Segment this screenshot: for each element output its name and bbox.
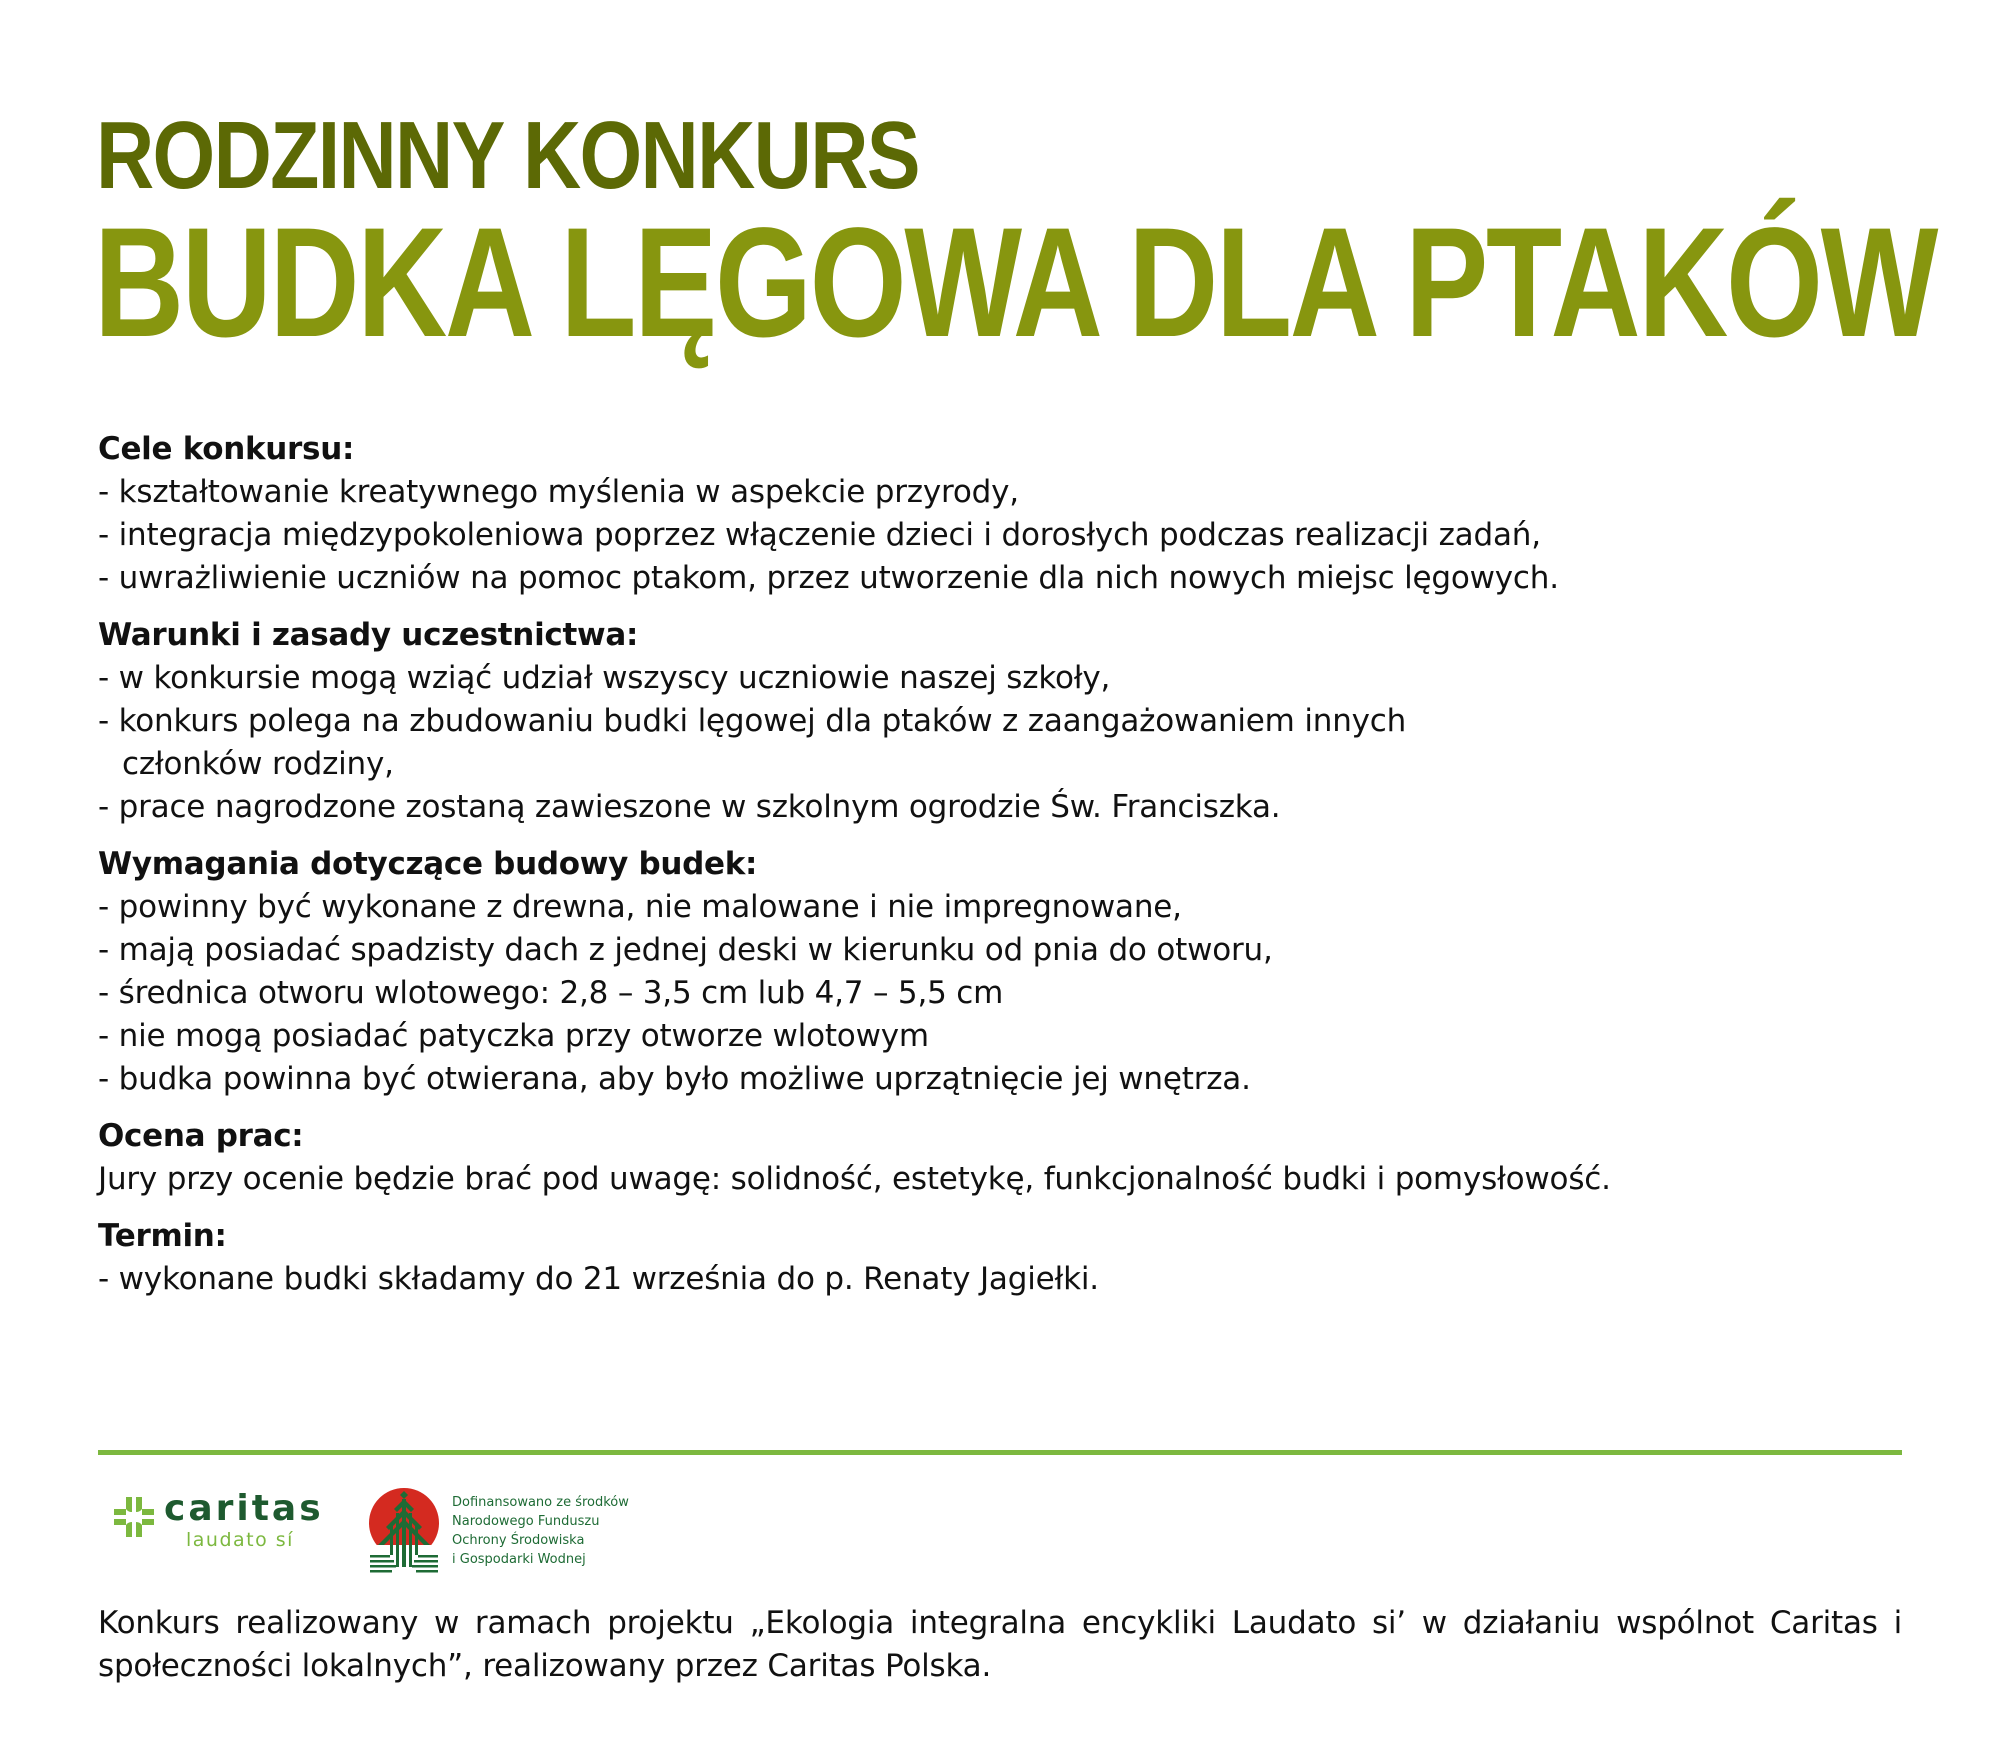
nfos-logo	[368, 1485, 788, 1585]
caritas-logo	[110, 1485, 324, 1565]
contest-rules	[98, 428, 1918, 1315]
list-item: - w konkursie mogą wziąć udział wszyscy uczniowie naszej szkoły,	[98, 660, 1111, 696]
nfos-tree-emblem-icon	[368, 1485, 440, 1579]
divider	[98, 1450, 1902, 1455]
caritas-tagline: laudato sí	[186, 1529, 294, 1551]
list-item: - konkurs polega na zbudowaniu budki lęgowej dla ptaków z zaangażowaniem innych członków rodziny,	[98, 703, 1407, 782]
nfos-line: Narodowego Funduszu	[452, 1514, 600, 1529]
nfos-line: Dofinansowano ze środków	[452, 1495, 629, 1510]
nfos-line: Ochrony Środowiska	[452, 1533, 585, 1548]
list-item: - kształtowanie kreatywnego myślenia w aspekcie przyrody,	[98, 474, 1019, 510]
list-item: - nie mogą posiadać patyczka przy otworze wlotowym	[98, 1018, 929, 1054]
list-item: - wykonane budki składamy do 21 września do p. Renaty Jagiełki.	[98, 1261, 1099, 1297]
nfos-line: i Gospodarki Wodnej	[452, 1552, 586, 1567]
section-heading: Termin:	[98, 1218, 227, 1254]
list-item: - mają posiadać spadzisty dach z jednej deski w kierunku od pnia do otworu,	[98, 932, 1273, 968]
section-evaluation	[98, 1115, 1918, 1201]
section-heading: Ocena prac:	[98, 1118, 304, 1154]
section-requirements	[98, 843, 1918, 1101]
list-item: - integracja międzypokoleniowa poprzez włączenie dzieci i dorosłych podczas realizacji zadań,	[98, 517, 1541, 553]
caritas-wordmark: caritas	[164, 1488, 324, 1529]
caritas-cross-icon	[112, 1495, 156, 1539]
list-item: - powinny być wykonane z drewna, nie malowane i nie impregnowane,	[98, 889, 1182, 925]
section-heading: Warunki i zasady uczestnictwa:	[98, 617, 639, 653]
section-heading: Cele konkursu:	[98, 431, 355, 467]
section-heading: Wymagania dotyczące budowy budek:	[98, 846, 758, 882]
section-goals	[98, 428, 1918, 600]
nfos-funding-text	[452, 1493, 629, 1569]
list-item: - budka powinna być otwierana, aby było możliwe uprzątnięcie jej wnętrza.	[98, 1061, 1251, 1097]
section-conditions	[98, 614, 1918, 829]
contest-subtitle: RODZINNY KONKURS	[96, 102, 919, 209]
list-item: - prace nagrodzone zostaną zawieszone w szkolnym ogrodzie Św. Franciszka.	[98, 789, 1281, 825]
list-item: Jury przy ocenie będzie brać pod uwagę: solidność, estetykę, funkcjonalność budki i pomysłowość.	[98, 1161, 1611, 1197]
sponsor-logos	[110, 1485, 810, 1585]
list-item: - średnica otworu wlotowego: 2,8 – 3,5 cm lub 4,7 – 5,5 cm	[98, 975, 1004, 1011]
project-footer-note: Konkurs realizowany w ramach projektu „Ekologia integralna encykliki Laudato si’ w działaniu wspólnot Caritas i społeczności lokalnych”, realizowany przez Caritas Polska.	[98, 1605, 1902, 1684]
list-item: - uwrażliwienie uczniów na pomoc ptakom, przez utworzenie dla nich nowych miejsc lęgowych.	[98, 560, 1559, 596]
section-deadline	[98, 1215, 1918, 1301]
contest-title: BUDKA LĘGOWA DLA PTAKÓW	[94, 196, 1937, 370]
